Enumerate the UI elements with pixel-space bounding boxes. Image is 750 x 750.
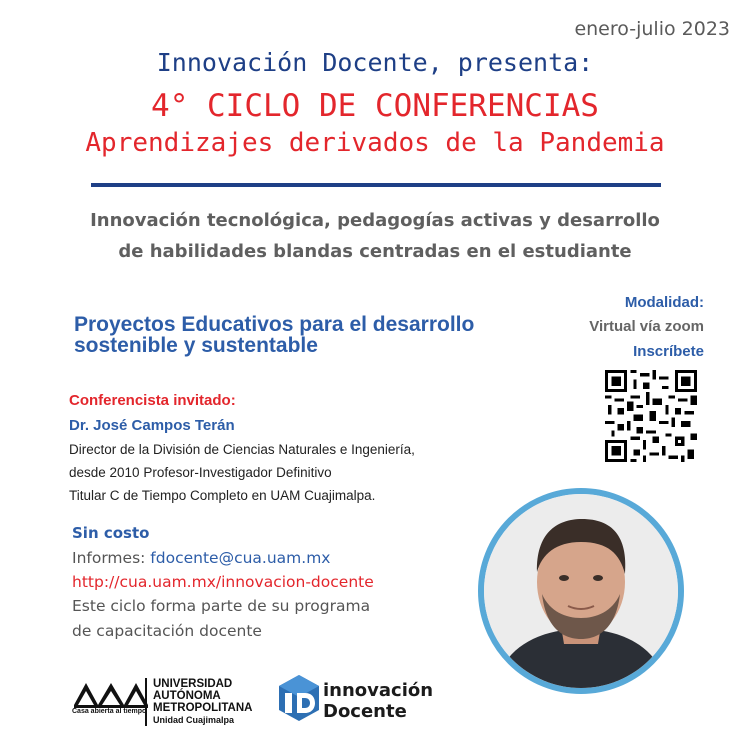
date-range: enero-julio 2023 xyxy=(574,18,730,40)
website-link[interactable]: http://cua.uam.mx/innovacion-docente xyxy=(72,573,374,591)
innovacion-logo-text: innovación xyxy=(323,680,434,701)
program-note-line: de capacitación docente xyxy=(72,622,262,640)
topic-line-1: Innovación tecnológica, pedagogías activas y desarrollo xyxy=(90,210,660,231)
uam-tagline: Casa abierta al tiempo xyxy=(72,708,147,715)
topic-text xyxy=(80,205,670,267)
informes-label: Informes: xyxy=(72,549,151,567)
uam-name xyxy=(145,678,252,726)
divider xyxy=(91,183,661,187)
speaker-photo xyxy=(478,488,684,694)
uam-name-line: AUTÓNOMA xyxy=(153,690,221,702)
project-line-2: sostenible y sustentable xyxy=(74,334,318,357)
project-line-1: Proyectos Educativos para el desarrollo xyxy=(74,313,475,336)
innovacion-docente-logo-icon xyxy=(277,673,321,723)
speaker-bio-line: Titular C de Tiempo Completo en UAM Cuajimalpa. xyxy=(69,488,376,503)
speaker-name: Dr. José Campos Terán xyxy=(69,417,235,434)
cost-label: Sin costo xyxy=(72,524,150,542)
topic-line-2: de habilidades blandas centradas en el estudiante xyxy=(118,241,632,262)
modality-value: Virtual vía zoom xyxy=(589,318,704,335)
presenter-heading: Innovación Docente, presenta: xyxy=(156,48,594,77)
program-note-line: Este ciclo forma parte de su programa xyxy=(72,597,371,615)
register-link[interactable]: Inscríbete xyxy=(633,343,704,360)
project-title xyxy=(74,314,554,356)
speaker-bio-line: Director de la División de Ciencias Naturales e Ingeniería, xyxy=(69,442,415,457)
speaker-bio-line: desde 2010 Profesor-Investigador Definitivo xyxy=(69,465,332,480)
contact-line xyxy=(72,549,330,567)
docente-logo-text: Docente xyxy=(323,701,407,722)
uam-unit: Unidad Cuajimalpa xyxy=(153,715,235,725)
email-link[interactable]: fdocente@cua.uam.mx xyxy=(150,549,331,567)
cycle-title: 4° CICLO DE CONFERENCIAS xyxy=(151,88,599,124)
qr-code-icon[interactable] xyxy=(605,370,697,462)
modality-label: Modalidad: xyxy=(624,294,704,311)
cycle-subtitle: Aprendizajes derivados de la Pandemia xyxy=(85,128,665,158)
uam-name-line: UNIVERSIDAD xyxy=(153,678,233,690)
speaker-label: Conferencista invitado: xyxy=(69,392,236,409)
uam-name-line: METROPOLITANA xyxy=(153,702,253,714)
